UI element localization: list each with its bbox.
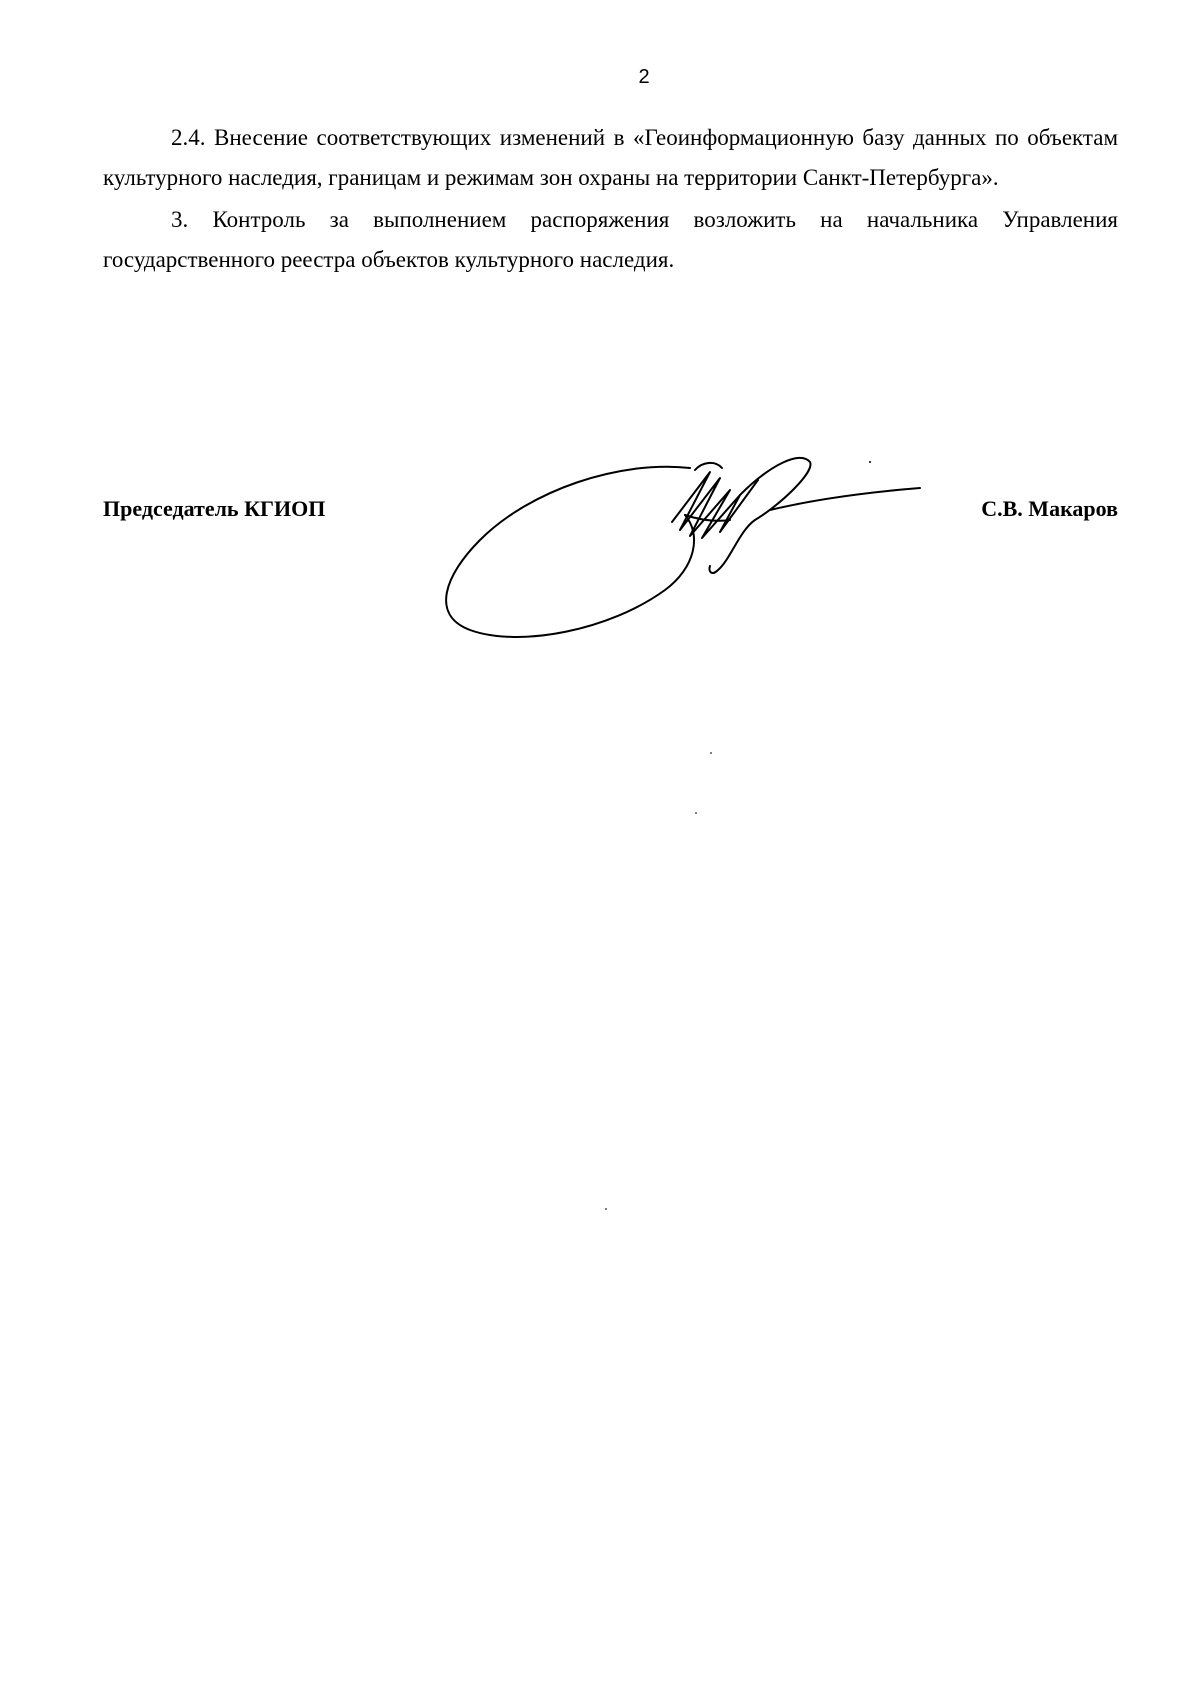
signatory-name: С.В. Макаров bbox=[981, 496, 1118, 521]
page-number: 2 bbox=[638, 66, 650, 88]
paragraph-3: 3. Контроль за выполнением распоряжения возложить на начальника Управления государственного реестра объектов культурного наследия. bbox=[103, 207, 1118, 272]
scan-speck bbox=[605, 1208, 607, 1210]
scan-speck bbox=[695, 812, 697, 814]
scan-speck bbox=[710, 752, 712, 754]
document-body bbox=[103, 118, 1118, 282]
signatory-position: Председатель КГИОП bbox=[103, 496, 326, 521]
paragraph-2-4: 2.4. Внесение соответствующих изменений в «Геоинформационную базу данных по объектам культурного наследия, границам и режимам зон охраны на территории Санкт-Петербурга». bbox=[103, 125, 1118, 190]
handwritten-signature-icon bbox=[440, 450, 940, 650]
